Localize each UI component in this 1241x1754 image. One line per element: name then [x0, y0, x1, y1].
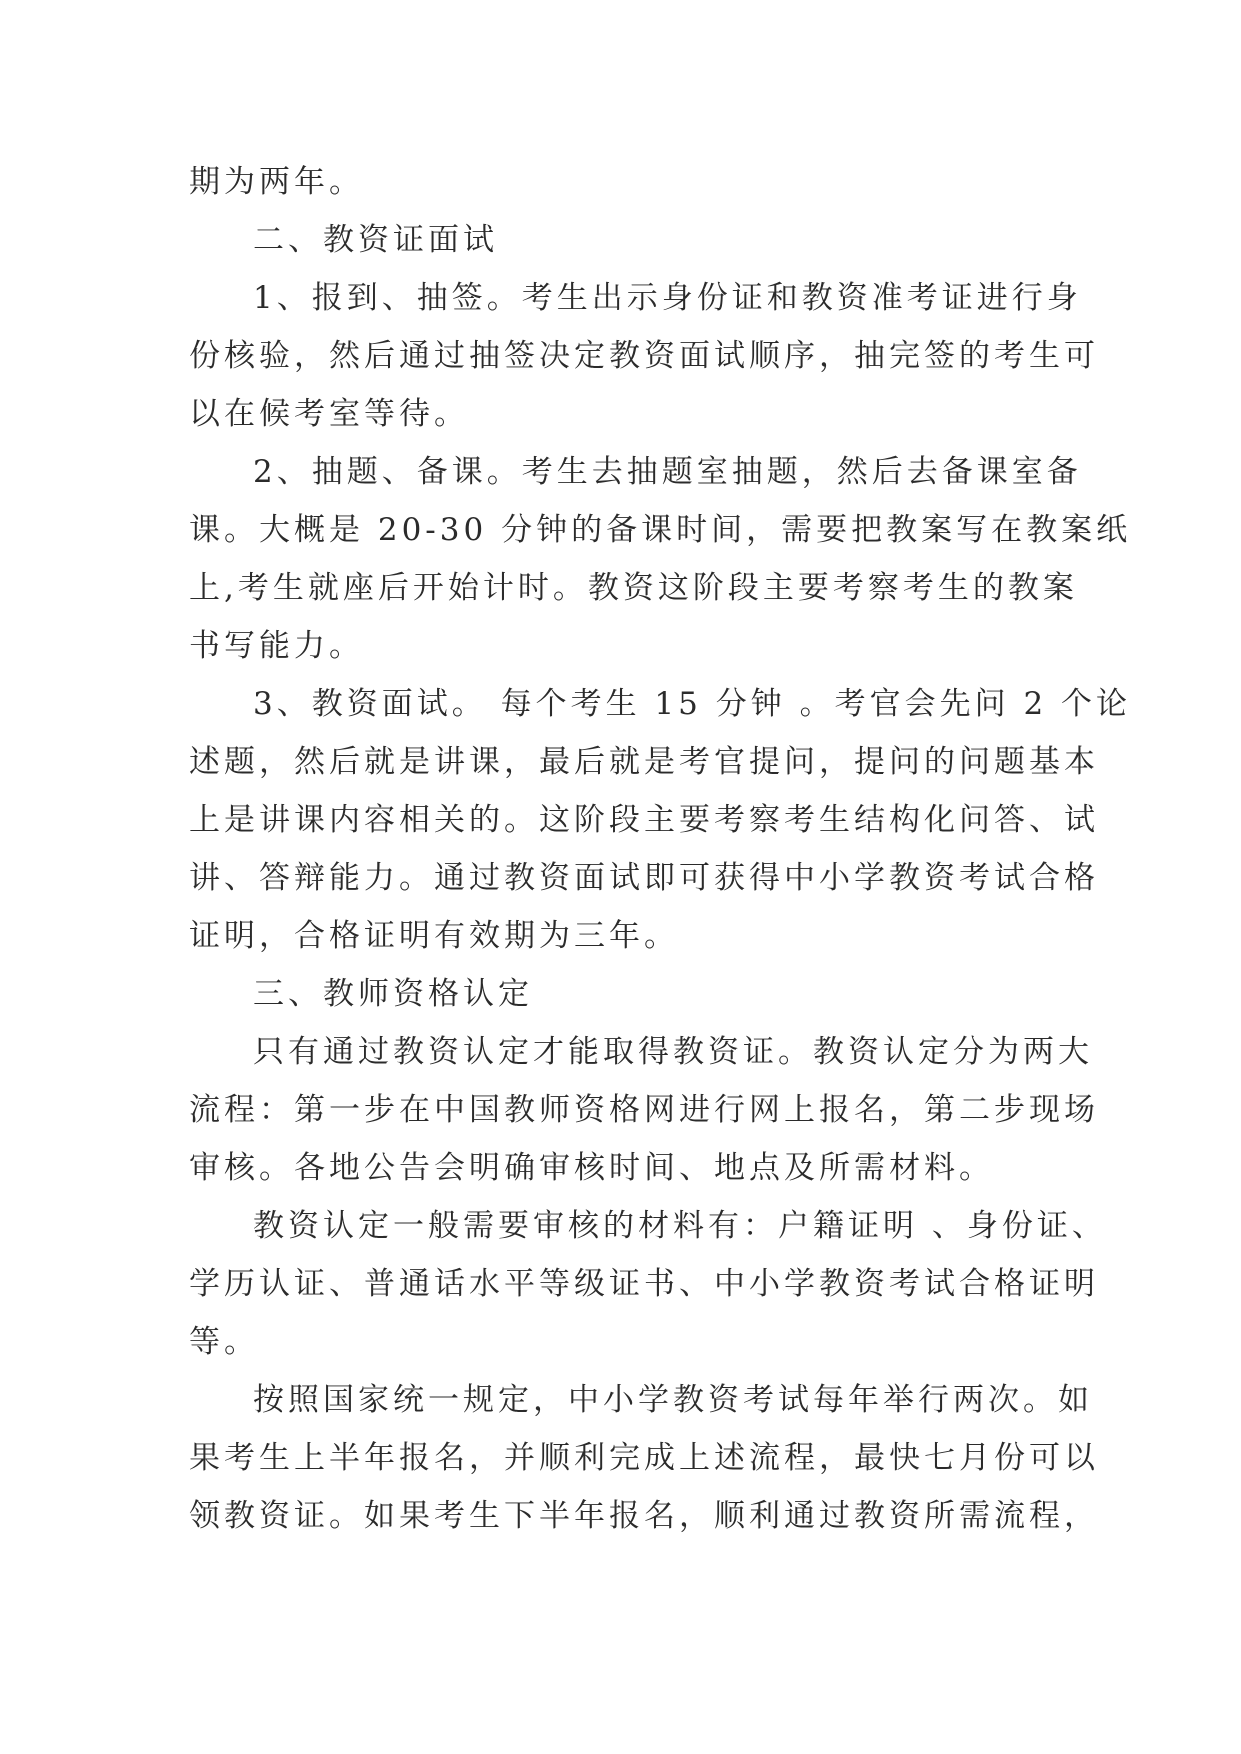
text-line: 3、教资面试。 每个考生 15 分钟 。考官会先问 2 个论	[253, 686, 1132, 722]
text-line: 只有通过教资认定才能取得教资证。教资认定分为两大	[253, 1034, 1093, 1070]
text-line: 述题，然后就是讲课，最后就是考官提问，提问的问题基本	[189, 744, 1099, 780]
document-body	[189, 153, 1132, 1545]
text-line: 按照国家统一规定，中小学教资考试每年举行两次。如	[253, 1382, 1093, 1418]
text-line: 领教资证。如果考生下半年报名，顺利通过教资所需流程，	[189, 1498, 1099, 1534]
text-line: 审核。各地公告会明确审核时间、地点及所需材料。	[189, 1150, 994, 1186]
text-line: 期为两年。	[189, 164, 364, 200]
text-line: 等。	[189, 1324, 259, 1360]
text-line: 以在候考室等待。	[189, 396, 469, 432]
text-line: 书写能力。	[189, 628, 364, 664]
text-line: 份核验，然后通过抽签决定教资面试顺序，抽完签的考生可	[189, 338, 1099, 374]
text-line: 上,考生就座后开始计时。教资这阶段主要考察考生的教案	[189, 570, 1078, 606]
text-line: 学历认证、普通话水平等级证书、中小学教资考试合格证明	[189, 1266, 1099, 1302]
text-line: 证明，合格证明有效期为三年。	[189, 918, 679, 954]
text-line: 1、报到、抽签。考生出示身份证和教资准考证进行身	[253, 280, 1082, 316]
text-line: 课。大概是 20-30 分钟的备课时间，需要把教案写在教案纸	[189, 512, 1132, 548]
text-line: 教资认定一般需要审核的材料有：户籍证明 、身份证、	[253, 1208, 1107, 1244]
text-line: 2、抽题、备课。考生去抽题室抽题，然后去备课室备	[253, 454, 1082, 490]
section-heading: 三、教师资格认定	[253, 976, 533, 1012]
text-line: 流程：第一步在中国教师资格网进行网上报名，第二步现场	[189, 1092, 1099, 1128]
section-heading: 二、教资证面试	[253, 222, 498, 258]
text-line: 果考生上半年报名，并顺利完成上述流程，最快七月份可以	[189, 1440, 1099, 1476]
text-line: 讲、答辩能力。通过教资面试即可获得中小学教资考试合格	[189, 860, 1099, 896]
text-line: 上是讲课内容相关的。这阶段主要考察考生结构化问答、试	[189, 802, 1099, 838]
